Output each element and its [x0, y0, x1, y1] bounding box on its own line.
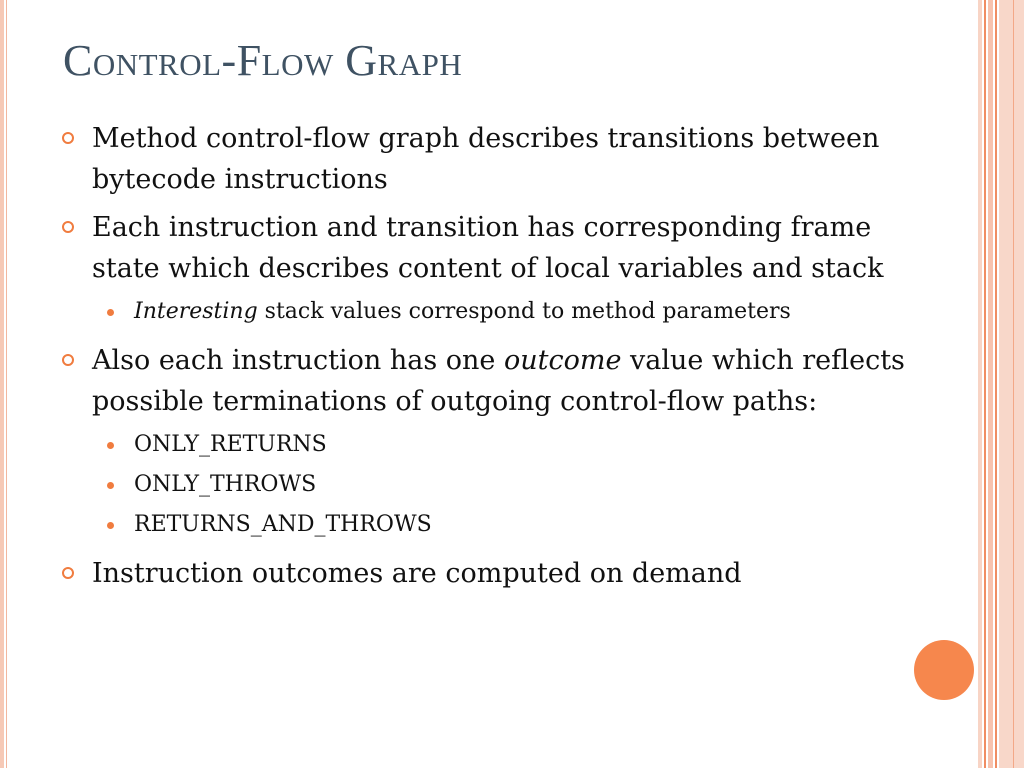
- ring-bullet-icon: [62, 354, 74, 366]
- right-stripe: [984, 0, 986, 768]
- sub-bullet-item: [62, 507, 942, 543]
- slide-title: Control-Flow Graph: [63, 36, 463, 85]
- bullet-item: [62, 340, 942, 422]
- emphasis-text: Interesting: [134, 299, 258, 324]
- bullet-text-pre: Also each instruction has one: [92, 345, 504, 376]
- bullet-item: [62, 207, 942, 289]
- sub-bullet-item: [62, 294, 942, 330]
- bullet-text-post: value which reflects possible terminations of outgoing control-flow paths:: [92, 345, 905, 417]
- right-stripe: [978, 0, 982, 768]
- left-border-line: [6, 0, 7, 768]
- sub-bullet-item: [62, 427, 942, 463]
- bullet-text: Method control-flow graph describes transitions between bytecode instructions: [92, 123, 880, 195]
- sub-bullet-text: stack values correspond to method parameters: [257, 299, 791, 324]
- bullet-text: Instruction outcomes are computed on demand: [92, 558, 742, 589]
- left-border-band: [0, 0, 4, 768]
- sub-bullet-text: ONLY_THROWS: [134, 472, 317, 497]
- sub-bullet-text: RETURNS_AND_THROWS: [134, 512, 432, 537]
- emphasis-text: outcome: [504, 345, 622, 376]
- dot-bullet-icon: [107, 522, 114, 529]
- ring-bullet-icon: [62, 221, 74, 233]
- right-stripe: [1013, 0, 1014, 768]
- bullet-text: Each instruction and transition has corresponding frame state which describes content of local variables and stack: [92, 212, 884, 284]
- ring-bullet-icon: [62, 567, 74, 579]
- bullet-item: [62, 553, 942, 594]
- sub-bullet-item: [62, 467, 942, 503]
- bullet-item: [62, 118, 942, 200]
- dot-bullet-icon: [107, 482, 114, 489]
- right-stripe: [999, 0, 1024, 768]
- decorative-circle: [914, 640, 974, 700]
- right-stripe: [995, 0, 997, 768]
- dot-bullet-icon: [107, 442, 114, 449]
- sub-bullet-text: ONLY_RETURNS: [134, 432, 327, 457]
- dot-bullet-icon: [107, 309, 114, 316]
- bullet-list: [62, 118, 942, 601]
- right-stripe: [988, 0, 993, 768]
- ring-bullet-icon: [62, 132, 74, 144]
